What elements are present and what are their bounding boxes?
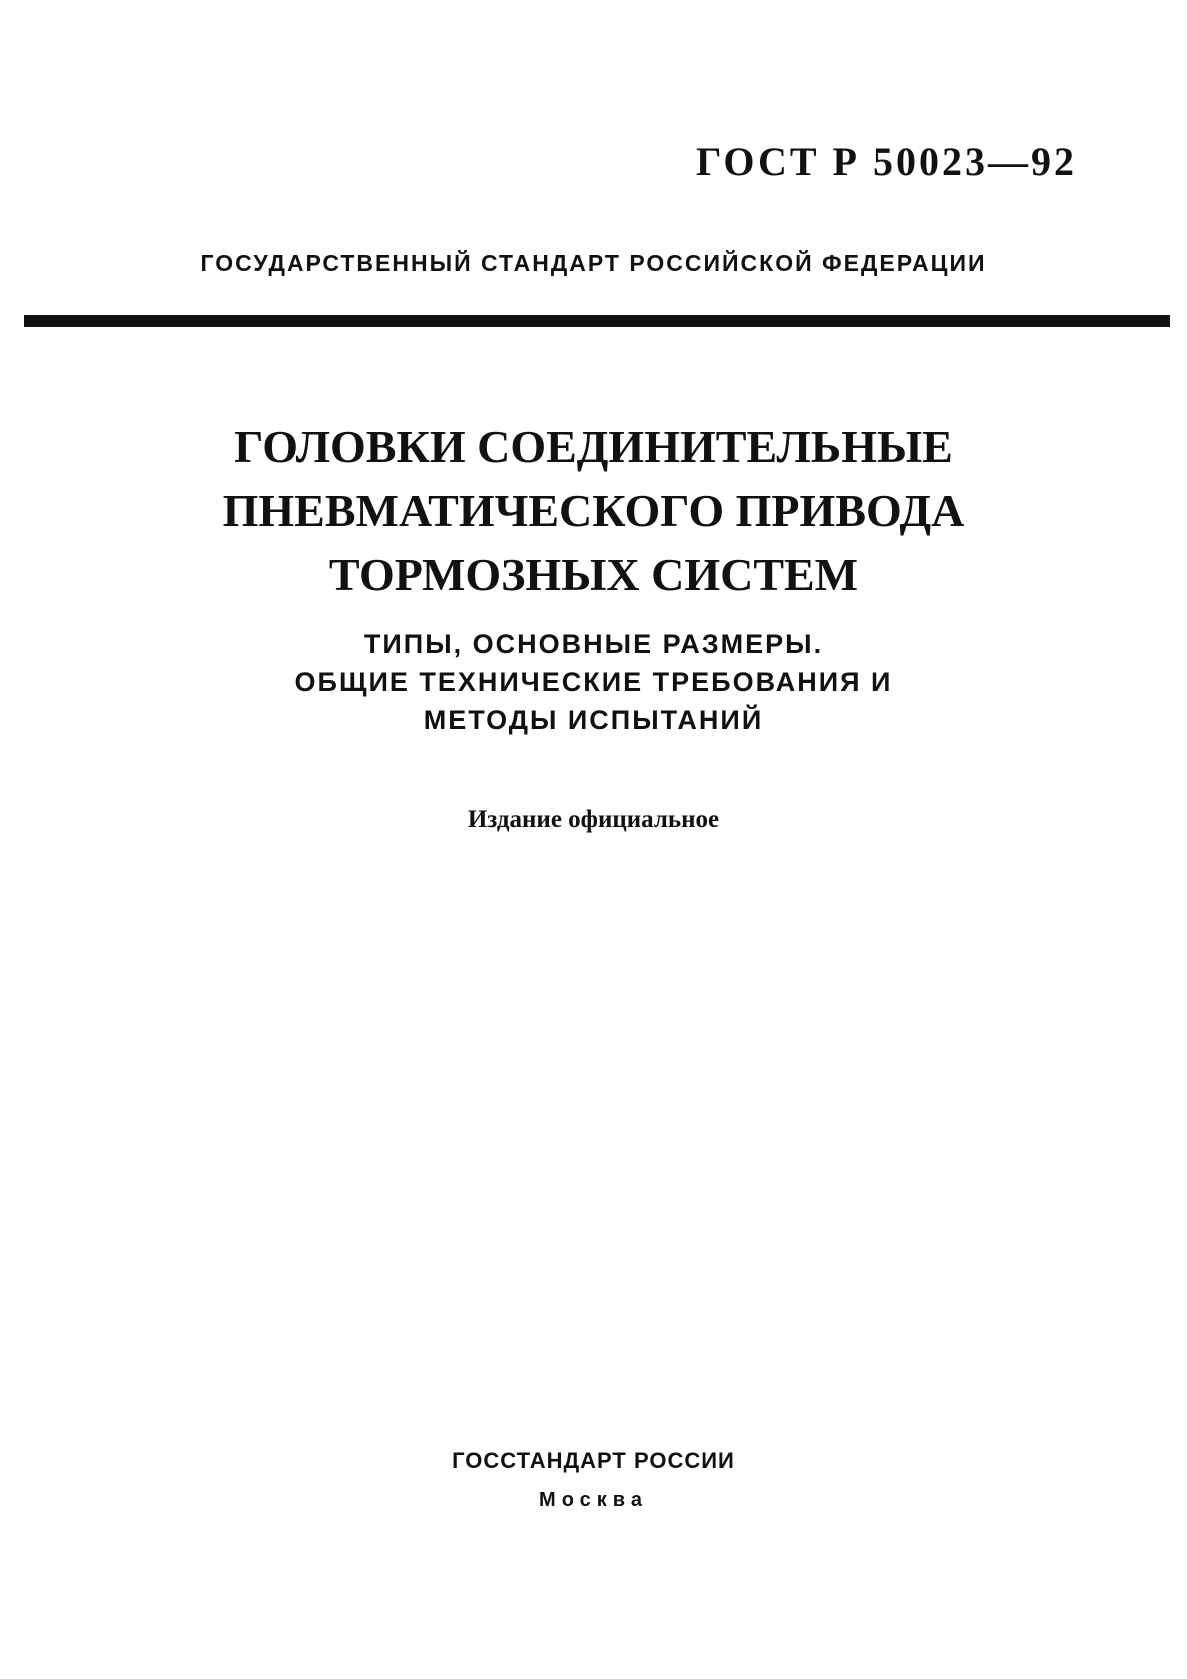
publication-city: Москва bbox=[539, 1489, 648, 1511]
heavy-divider bbox=[24, 315, 1170, 327]
document-title bbox=[0, 415, 1187, 607]
state-standard-heading: ГОСУДАРСТВЕННЫЙ СТАНДАРТ РОССИЙСКОЙ ФЕДЕРАЦИИ bbox=[200, 250, 987, 276]
title-line: ГОЛОВКИ СОЕДИНИТЕЛЬНЫЕ bbox=[234, 421, 953, 472]
standard-code: ГОСТ Р 50023—92 bbox=[695, 139, 1077, 184]
publisher: ГОССТАНДАРТ РОССИИ bbox=[452, 1448, 735, 1473]
subtitle-line: ОБЩИЕ ТЕХНИЧЕСКИЕ ТРЕБОВАНИЯ И bbox=[294, 667, 893, 697]
edition-note: Издание официальное bbox=[467, 806, 720, 833]
subtitle-line: МЕТОДЫ ИСПЫТАНИЙ bbox=[423, 705, 764, 735]
title-line: ТОРМОЗНЫХ СИСТЕМ bbox=[328, 549, 859, 600]
title-line: ПНЕВМАТИЧЕСКОГО ПРИВОДА bbox=[222, 485, 965, 536]
document-subtitle bbox=[0, 625, 1187, 739]
subtitle-line: ТИПЫ, ОСНОВНЫЕ РАЗМЕРЫ. bbox=[363, 629, 824, 659]
